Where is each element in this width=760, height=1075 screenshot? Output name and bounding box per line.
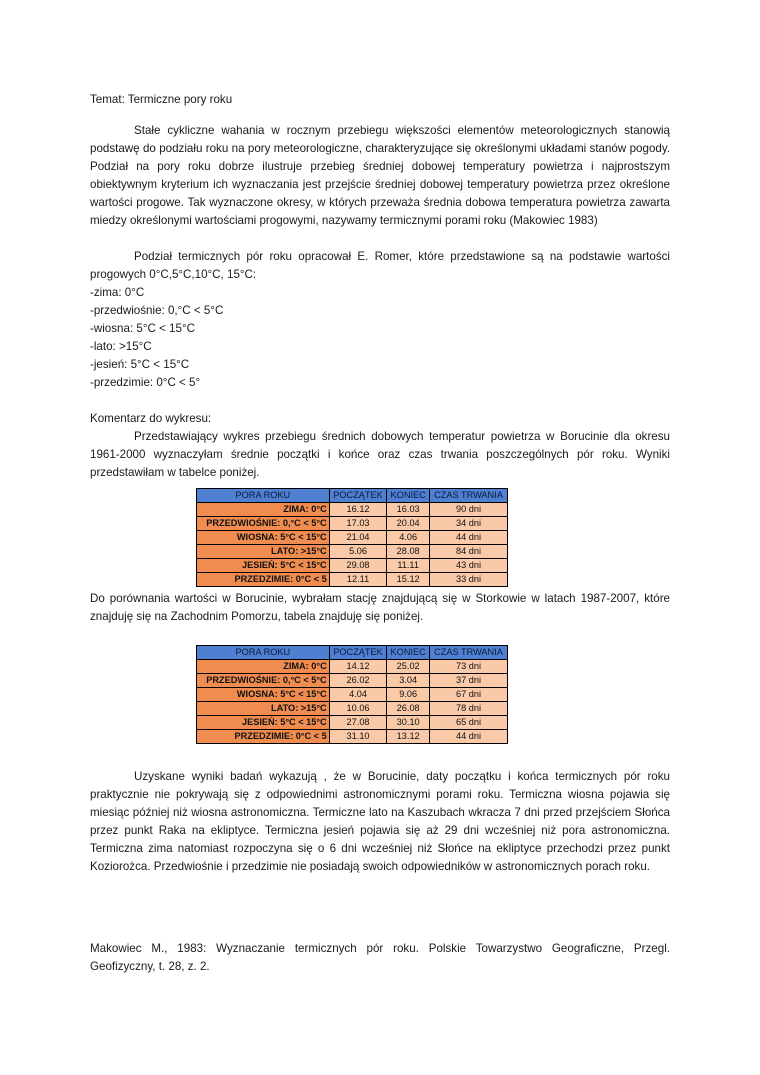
storkowo-seasons-table: [196, 645, 508, 744]
column-header: CZAS TRWANIA: [429, 646, 507, 660]
end-cell: 20.04: [387, 517, 430, 531]
romer-paragraph: Podział termicznych pór roku opracował E. Romer, które przedstawione są na podstawie wartości progowych 0°C,5°C,10°C, 15°C:: [90, 250, 670, 281]
season-list-item: -jesień: 5°C < 15°C: [90, 358, 190, 371]
season-cell: WIOSNA: 5°C < 15°C: [197, 531, 330, 545]
start-cell: 29.08: [329, 559, 387, 573]
end-cell: 26.08: [387, 702, 430, 716]
end-cell: 25.02: [387, 660, 430, 674]
column-header: POCZĄTEK: [329, 489, 387, 503]
duration-cell: 43 dni: [429, 559, 507, 573]
column-header: POCZĄTEK: [329, 646, 387, 660]
duration-cell: 33 dni: [429, 573, 507, 587]
end-cell: 3.04: [387, 674, 430, 688]
start-cell: 26.02: [329, 674, 387, 688]
table-row: [197, 660, 508, 674]
column-header: CZAS TRWANIA: [429, 489, 507, 503]
start-cell: 17.03: [329, 517, 387, 531]
table-row: [197, 503, 508, 517]
season-cell: LATO: >15°C: [197, 545, 330, 559]
table-header-row: [197, 489, 508, 503]
start-cell: 12.11: [329, 573, 387, 587]
season-cell: JESIEŃ: 5°C < 15°C: [197, 559, 330, 573]
comment-heading: Komentarz do wykresu:: [90, 412, 212, 425]
compare-paragraph: Do porównania wartości w Borucinie, wybrałam stację znajdującą się w Storkowie w latach 1987-2007, które znajduję się na Zachodnim Pomorzu, tabela znajduję się poniżej.: [90, 592, 670, 623]
start-cell: 31.10: [329, 730, 387, 744]
column-header: KONIEC: [387, 646, 430, 660]
season-list-item: -przedwiośnie: 0,°C < 5°C: [90, 304, 224, 317]
start-cell: 5.06: [329, 545, 387, 559]
season-list-item: -zima: 0°C: [90, 286, 145, 299]
season-cell: PRZEDWIOŚNIE: 0,°C < 5°C: [197, 517, 330, 531]
season-list-item: -wiosna: 5°C < 15°C: [90, 322, 195, 335]
season-list-item: -lato: >15°C: [90, 340, 152, 353]
start-cell: 27.08: [329, 716, 387, 730]
season-cell: ZIMA: 0°C: [197, 660, 330, 674]
table-row: [197, 573, 508, 587]
topic-heading: Temat: Termiczne pory roku: [90, 93, 233, 106]
table-row: [197, 545, 508, 559]
duration-cell: 73 dni: [429, 660, 507, 674]
borucino-seasons-table: [196, 488, 508, 587]
intro-paragraph: Stałe cykliczne wahania w rocznym przebiegu większości elementów meteorologicznych stanowią podstawę do podziału roku na pory meteorologiczne, charakteryzujące się określonymi układami stanów pogody. Podział na pory roku dobrze ilustruje przebieg średniej dobowej temperatury powietrza i najprostszym obiektywnym kryterium ich wyznaczania jest przejście średniej dobowej temperatury powietrza przez określone wartości progowe. Tak wyznaczone okresy, w których przeważa średnia dobowa temperatura powietrza zawarta miedzy określonymi wartościami progowymi, nazywamy termicznymi porami roku (Makowiec 1983): [90, 124, 670, 227]
duration-cell: 78 dni: [429, 702, 507, 716]
table-row: [197, 517, 508, 531]
end-cell: 16.03: [387, 503, 430, 517]
season-cell: PRZEDZIMIE: 0°C < 5: [197, 573, 330, 587]
season-cell: JESIEŃ: 5°C < 15°C: [197, 716, 330, 730]
duration-cell: 84 dni: [429, 545, 507, 559]
table-row: [197, 702, 508, 716]
start-cell: 16.12: [329, 503, 387, 517]
start-cell: 14.12: [329, 660, 387, 674]
start-cell: 10.06: [329, 702, 387, 716]
start-cell: 21.04: [329, 531, 387, 545]
results-paragraph: Uzyskane wyniki badań wykazują , że w Borucinie, daty początku i końca termicznych pór roku praktycznie nie pokrywają się z odpowiednimi astronomicznymi porami roku. Termiczna wiosna pojawia się miesiąc później niż wiosna astronomiczna. Termiczne lato na Kaszubach wkracza 7 dni przed przejściem Słońca przez punkt Raka na ekliptyce. Termiczna jesień pojawia się aż 29 dni wcześniej niż pora astronomiczna. Termiczna zima natomiast rozpoczyna się o 6 dni wcześniej niż Słońce na ekliptyce przechodzi przez punkt Koziorożca. Przedwiośnie i przedzimie nie posiadają swoich odpowiedników w astronomicznych porach roku.: [90, 770, 670, 873]
duration-cell: 67 dni: [429, 688, 507, 702]
season-cell: PRZEDWIOŚNIE: 0,°C < 5°C: [197, 674, 330, 688]
season-cell: ZIMA: 0°C: [197, 503, 330, 517]
duration-cell: 44 dni: [429, 531, 507, 545]
table-row: [197, 559, 508, 573]
table-row: [197, 688, 508, 702]
season-list-item: -przedzimie: 0°C < 5°: [90, 376, 201, 389]
reference-entry: Makowiec M., 1983: Wyznaczanie termicznych pór roku. Polskie Towarzystwo Geograficzne, Przegl. Geofizyczny, t. 28, z. 2.: [90, 942, 670, 973]
duration-cell: 44 dni: [429, 730, 507, 744]
comment-paragraph: Przedstawiający wykres przebiegu średnich dobowych temperatur powietrza w Borucinie dla okresu 1961-2000 wyznaczyłam średnie początki i końce oraz czas trwania poszczególnych pór roku. Wyniki przedstawiłam w tabelce poniżej.: [90, 430, 670, 479]
column-header: PORA ROKU: [197, 646, 330, 660]
end-cell: 28.08: [387, 545, 430, 559]
end-cell: 30.10: [387, 716, 430, 730]
column-header: KONIEC: [387, 489, 430, 503]
duration-cell: 37 dni: [429, 674, 507, 688]
table-row: [197, 716, 508, 730]
season-cell: LATO: >15°C: [197, 702, 330, 716]
column-header: PORA ROKU: [197, 489, 330, 503]
duration-cell: 65 dni: [429, 716, 507, 730]
table-row: [197, 674, 508, 688]
end-cell: 4.06: [387, 531, 430, 545]
end-cell: 9.06: [387, 688, 430, 702]
table-row: [197, 531, 508, 545]
end-cell: 15.12: [387, 573, 430, 587]
season-cell: WIOSNA: 5°C < 15°C: [197, 688, 330, 702]
end-cell: 11.11: [387, 559, 430, 573]
duration-cell: 34 dni: [429, 517, 507, 531]
season-cell: PRZEDZIMIE: 0°C < 5: [197, 730, 330, 744]
end-cell: 13.12: [387, 730, 430, 744]
season-list: [90, 284, 670, 392]
table-header-row: [197, 646, 508, 660]
duration-cell: 90 dni: [429, 503, 507, 517]
start-cell: 4.04: [329, 688, 387, 702]
table-row: [197, 730, 508, 744]
